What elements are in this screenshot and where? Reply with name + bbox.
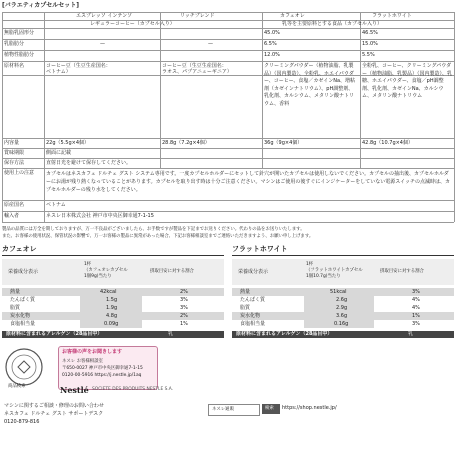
nutrition-percent: 2% <box>180 313 188 319</box>
nutrition-percent: 1% <box>180 321 188 327</box>
value-milk-solids-flat: 46.5% <box>362 30 378 36</box>
nutrition-title-cafe: カフェオレ <box>2 245 37 253</box>
label-importer: 輸入者 <box>4 213 20 219</box>
pet-mark-label: 商品検索 <box>8 384 26 389</box>
nutrition-key: たんぱく質 <box>240 297 266 303</box>
table-col-divider <box>360 12 361 168</box>
nutrition-head-ratio: 摂取目安に対する割合 <box>150 269 194 274</box>
table-row-divider <box>2 200 454 201</box>
recycle-circle-icon <box>4 347 44 387</box>
contact-line: ネスレ お客様相談室 <box>62 359 103 364</box>
contents-cafe: 36g（9g×4個） <box>264 140 303 146</box>
contact-title: お客様の声をお聞きします <box>62 349 123 355</box>
table-row-divider <box>2 148 454 149</box>
nutrition-percent: 4% <box>412 305 420 311</box>
table-border-left <box>2 12 3 222</box>
label-origin: 原産国名 <box>4 202 25 208</box>
importer-value: ネスレ日本株式会社 神戸市中央区御幸通7-1-15 <box>46 213 154 219</box>
shop-search-box[interactable] <box>208 404 260 416</box>
nutrition-value: 2.6g <box>336 297 348 303</box>
nutrition-rule <box>2 255 224 256</box>
nutrition-value: 0.16g <box>334 321 349 327</box>
nutrition-key: 熱量 <box>10 289 21 295</box>
table-row-divider <box>2 50 454 51</box>
table-border-bottom <box>2 222 454 223</box>
nutrition-key: 炭水化物 <box>240 313 261 319</box>
ingredients-rich-1: コーヒー豆（生豆生産国名： <box>162 63 227 69</box>
nutrition-value: 51kcal <box>330 289 347 295</box>
shop-search-text: ネスレ通販 <box>212 407 234 412</box>
contents-flat: 42.8g（10.7g×4個） <box>362 140 413 146</box>
ingredients-espresso-2: ベトナム） <box>46 69 71 75</box>
origin-value: ベトナム <box>46 202 66 208</box>
nutrition-value: 4.8g <box>106 313 118 319</box>
contact-line[interactable]: 0120-00-5916 https://j.nestle.jp/1aq <box>62 373 142 378</box>
contents-espresso: 22g（5.5g×4個） <box>46 140 90 146</box>
table-row-divider <box>2 39 454 40</box>
nutrition-value: 3.6g <box>336 313 348 319</box>
precautions-value: カプセルはネスカフェ ドルチェ グスト システム専用です。一度カプセルホルダーにセットして針穴が開いたカプセルは使用しないでください。カプセルの抽出後、カプセルホルダーにお湯が残り熱くなっていることがあります。カプセルを取り出す時は十分ご注意ください。マシンはご使用の後すぐにインジケーターをしていない電源スイッチの点滅時は、カプセルホルダーの残り水をしてください。 <box>46 171 451 193</box>
search-button[interactable] <box>262 404 280 414</box>
pet-mark <box>4 347 44 387</box>
allergen-label: 原材料に含まれるアレルゲン（28品目中） <box>6 331 103 337</box>
label-contents: 内容量 <box>4 140 20 146</box>
label-ingredients: 原材料名 <box>4 63 25 69</box>
value-veg-fat-cafe: 12.0% <box>264 52 280 58</box>
allergen-value: 乳 <box>168 331 174 337</box>
label-milk-solids: 無脂乳固形分 <box>4 30 35 36</box>
nutrition-percent: 4% <box>412 297 420 303</box>
footnote-2: また、お客様の使用状況、保管状況の影響で、万一お客様の製品に異常があった場合、下記お客様相談室までご連絡いただきますよう、お願い申し上げます。 <box>2 234 314 239</box>
support-line-2: ネスカフェ ドルチェ グスト サポートデスク <box>4 411 104 417</box>
label-milk-fat: 乳脂肪分 <box>4 41 25 47</box>
value-veg-fat-flat: 5.5% <box>362 52 375 58</box>
type-milk-product: 乳等を主要原料とする食品（カプセル入り） <box>282 21 382 27</box>
nutrition-value: 1.5g <box>106 297 118 303</box>
type-regular-coffee: レギュラーコーヒー（カプセル入り） <box>90 21 175 27</box>
table-col-divider <box>44 12 45 222</box>
nutrition-key: たんぱく質 <box>10 297 36 303</box>
nutrition-percent: 3% <box>412 321 420 327</box>
value-milk-fat-rich: — <box>208 41 213 47</box>
product-name-cafe-au-lait: カフェオレ <box>280 13 305 19</box>
product-name-espresso: エスプレッソ インテンソ <box>76 13 133 19</box>
table-row-divider <box>2 28 454 29</box>
allergen-value: 乳 <box>408 331 414 337</box>
table-col-divider <box>262 12 263 168</box>
ingredients-flat: 全粉乳、コーヒー、クリーミングパウダー（植物油脂、乳製品）（国内製造）、乳糖、ホエイパウダー、食塩／pH調整剤、乳化剤、カゼインNa、カルシウム、メタリン酸ナトリウム <box>362 63 453 99</box>
label-veg-fat: 植物性脂肪分 <box>4 52 35 58</box>
nutrition-percent: 1% <box>412 313 420 319</box>
product-name-rich-blend: リッチブレンド <box>180 13 215 19</box>
table-row-divider <box>2 168 454 169</box>
storage-value: 直射日光を避けて保存してください。 <box>46 160 132 166</box>
nutrition-percent: 2% <box>180 289 188 295</box>
value-milk-fat-flat: 15.0% <box>362 41 378 47</box>
contact-line: 〒650-0027 神戸市中央区御幸通7-1-15 <box>62 366 143 371</box>
nutrition-rule <box>232 255 454 256</box>
shop-search[interactable] <box>208 402 452 418</box>
support-phone: 0120-879-816 <box>4 419 40 425</box>
table-row-divider <box>2 158 454 159</box>
nutrition-percent: 3% <box>180 297 188 303</box>
nutrition-title-flat: フラットホワイト <box>232 245 288 253</box>
ingredients-cafe: クリーミングパウダー（植物油脂、乳製品）（国内製造）、全粉乳、ホエイパウダー、コーヒー、食塩／カゼインNa、増粘剤（カゼインナトリウム）、pH調整剤、乳化剤、カルシウム、メタリン酸ナトリウム、香料 <box>264 63 356 107</box>
nestle-legal-text: SOCIETE DES PRODUITS NESTLE S.A. <box>92 387 174 392</box>
nutrition-head-serving: 1杯 （カフェオレカプセル 1個9g)当たり <box>84 262 128 279</box>
allergen-label: 原材料に含まれるアレルゲン（28品目中） <box>236 331 333 337</box>
table-row-divider <box>2 61 454 62</box>
nutrition-key: 炭水化物 <box>10 313 31 319</box>
set-title: [バラエティカプセルセット] <box>2 2 79 9</box>
table-col-divider <box>160 12 161 168</box>
table-border-right <box>454 12 455 222</box>
nutrition-head-label: 栄養成分表示 <box>8 269 39 275</box>
nutrition-head-serving: 1杯 （フラットホワイトカプセル 1個10.7g)当たり <box>306 262 363 279</box>
table-row-divider <box>2 211 454 212</box>
footnote-1: 製品の品質には万全を期しておりますが、万一不良品がございましたら、お手数ですが製品を下記までお送りください。代わりの品をお送りいたします。 <box>2 227 305 232</box>
search-button-label: 検索 <box>265 406 274 411</box>
shop-url[interactable]: https://shop.nestle.jp/ <box>282 405 337 411</box>
set-title-text: バラエティカプセルセット <box>4 2 77 9</box>
nutrition-value: 1.9g <box>106 305 118 311</box>
nutrition-key: 脂質 <box>240 305 251 311</box>
nutrition-head-ratio: 摂取目安に対する割合 <box>380 269 424 274</box>
best-before-value: 側面に記載 <box>46 150 72 156</box>
nutrition-percent: 3% <box>412 289 420 295</box>
nutrition-value: 2.9g <box>336 305 348 311</box>
contact-box <box>58 346 158 390</box>
nutrition-value: 0.09g <box>104 321 119 327</box>
label-best-before: 賞味期限 <box>4 150 25 156</box>
nutrition-key: 食塩相当量 <box>240 321 266 327</box>
table-row-divider <box>2 138 454 139</box>
nutrition-key: 脂質 <box>10 305 21 311</box>
contents-rich: 28.8g（7.2g×4個） <box>162 140 210 146</box>
value-milk-fat-cafe: 6.5% <box>264 41 277 47</box>
value-milk-solids-cafe: 45.0% <box>264 30 280 36</box>
nutrition-key: 熱量 <box>240 289 251 295</box>
nutrition-percent: 3% <box>180 305 188 311</box>
nutrition-value: 42kcal <box>100 289 117 295</box>
support-line-1: マシンに関するご相談・修理のお問い合わせ <box>4 403 104 409</box>
value-milk-fat-espresso: — <box>100 41 105 47</box>
label-storage: 保存方法 <box>4 160 25 166</box>
nestle-logo: Nestlé <box>60 385 89 395</box>
product-name-flat-white: フラットホワイト <box>372 13 412 19</box>
table-row-divider <box>2 20 454 21</box>
ingredients-espresso-1: コーヒー豆（生豆生産国名： <box>46 63 111 69</box>
nutrition-head-label: 栄養成分表示 <box>238 269 269 275</box>
nutrition-key: 食塩相当量 <box>10 321 36 327</box>
label-precautions: 使用上の注意 <box>4 170 35 176</box>
ingredients-rich-2: ラオス、パプアニューギニア） <box>162 69 232 75</box>
